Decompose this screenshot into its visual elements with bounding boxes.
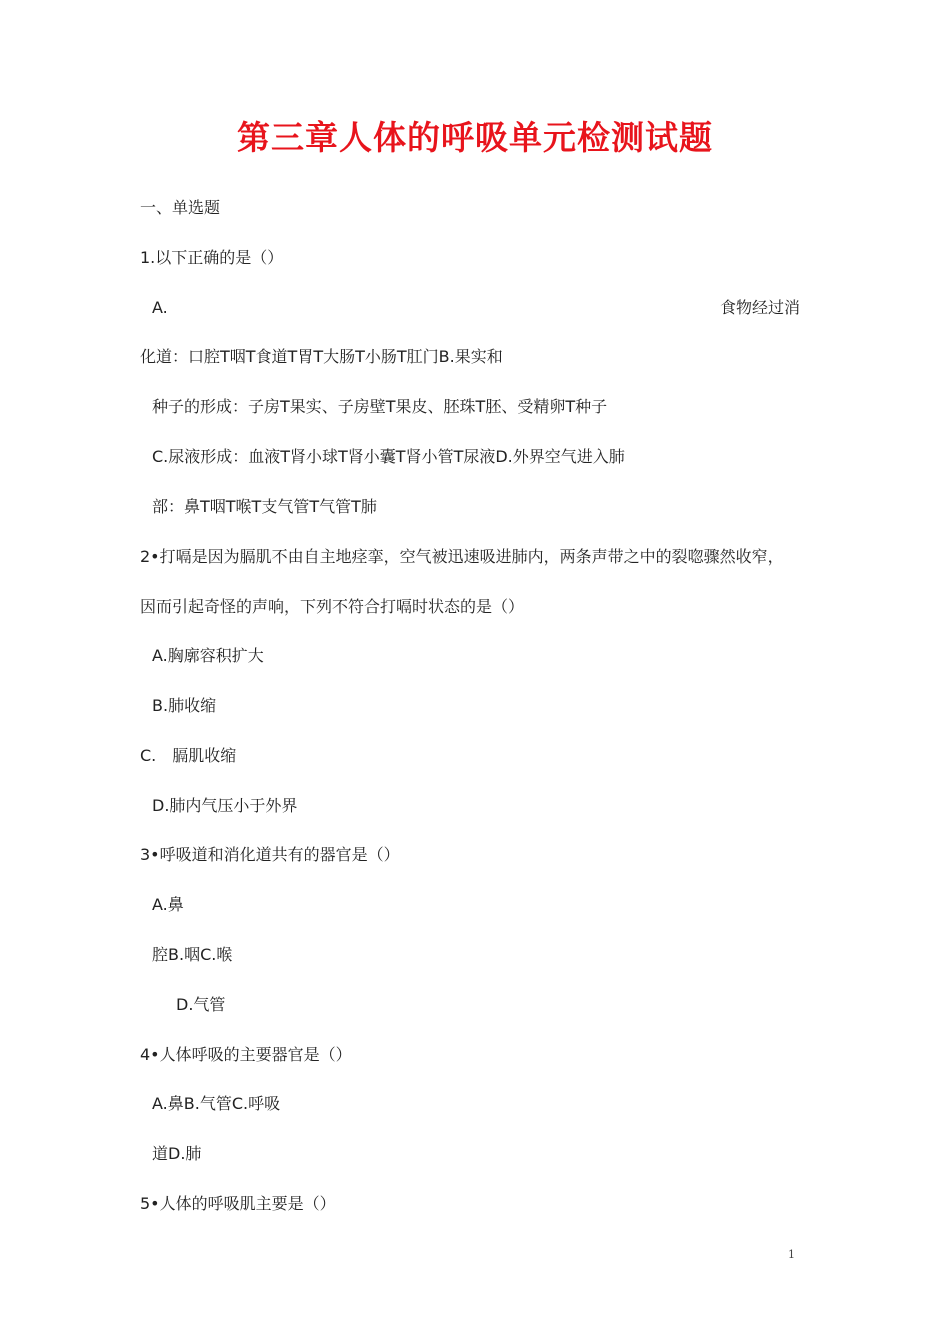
question-1-stem: 1.以下正确的是（） (140, 248, 284, 267)
question-4-line-2: 道D.肺 (152, 1144, 202, 1163)
question-2-stem-2: 因而引起奇怪的声响，下列不符合打嗝时状态的是（） (140, 597, 525, 616)
question-1-option-a-tail: 食物经过消 (720, 298, 801, 317)
question-2-option-a: A.胸廓容积扩大 (152, 646, 264, 665)
question-3-stem: 3•呼吸道和消化道共有的器官是（） (140, 845, 400, 864)
document-title: 第三章人体的呼吸单元检测试题 (237, 118, 713, 157)
question-1-line-3: 种子的形成：子房T果实、子房壁T果皮、胚珠T胚、受精卵T种子 (152, 397, 608, 416)
question-3-line-3: D.气管 (176, 995, 226, 1014)
section-heading: 一、单选题 (140, 198, 221, 217)
question-1-line-5: 部：鼻T咽T喉T支气管T气管T肺 (152, 497, 377, 516)
question-5-stem: 5•人体的呼吸肌主要是（） (140, 1194, 336, 1213)
question-2-stem-1: 2•打嗝是因为膈肌不由自主地痉挛，空气被迅速吸进肺内，两条声带之中的裂唿骤然收窄， (140, 547, 784, 566)
question-2-option-d: D.肺内气压小于外界 (152, 796, 298, 815)
question-4-line-1: A.鼻B.气管C.呼吸 (152, 1094, 281, 1113)
question-2-option-b: B.肺收缩 (152, 696, 217, 715)
page-number: 1 (788, 1248, 795, 1261)
question-1-line-2: 化道：口腔T咽T食道T胃T大肠T小肠T肛门B.果实和 (140, 347, 503, 366)
question-3-line-1: A.鼻 (152, 895, 184, 914)
question-1-line-4: C.尿液形成：血液T肾小球T肾小囊T肾小管T尿液D.外界空气进入肺 (152, 447, 625, 466)
question-1-option-a-label: A. (152, 298, 168, 317)
question-3-line-2: 腔B.咽C.喉 (152, 945, 233, 964)
question-2-option-c: C. 膈肌收缩 (140, 746, 237, 765)
question-4-stem: 4•人体呼吸的主要器官是（） (140, 1045, 352, 1064)
